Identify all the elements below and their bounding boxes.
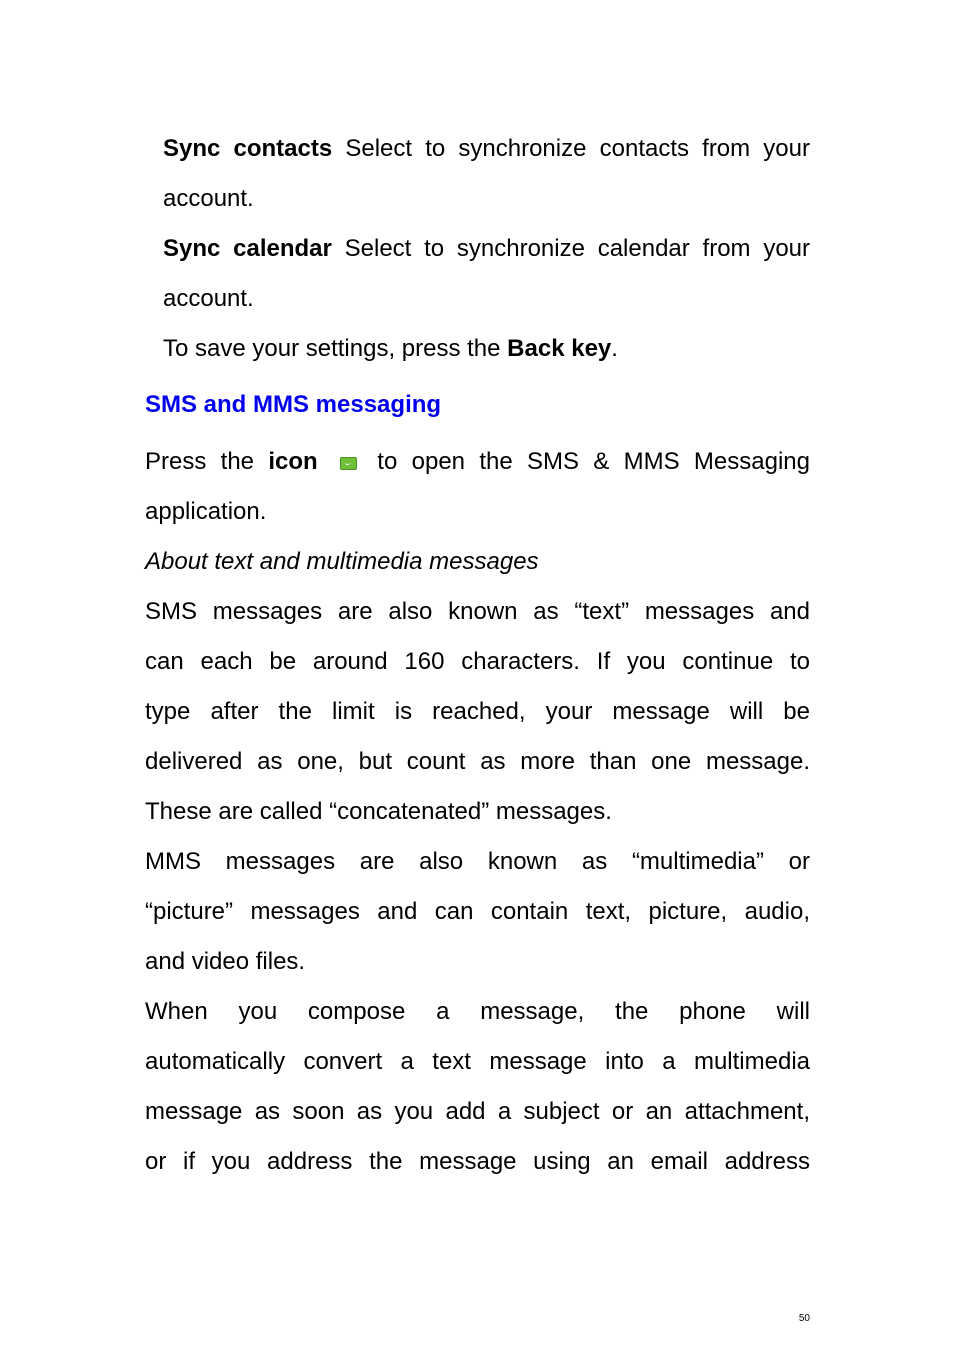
press-icon-text-after: to open the SMS & MMS Messaging [377, 448, 810, 475]
sync-contacts-text: Select to synchronize contacts from your [332, 135, 810, 162]
paragraph-line: delivered as one, but count as more than one message. [145, 748, 810, 775]
sync-calendar-text: Select to synchronize calendar from your [331, 235, 811, 262]
back-key-label: Back key [507, 335, 612, 362]
sync-contacts-line [163, 124, 810, 174]
section-heading: SMS and MMS messaging [145, 391, 442, 418]
sync-calendar-line [163, 224, 810, 274]
paragraph-line: and video files. [145, 948, 306, 975]
sync-calendar-label: Sync calendar [163, 235, 332, 262]
press-icon-cont: application. [145, 498, 267, 525]
sync-contacts-cont: account. [163, 185, 254, 212]
paragraph-line: “picture” messages and can contain text, picture, audio, [145, 898, 810, 925]
paragraph-line: type after the limit is reached, your message will be [145, 698, 810, 725]
messaging-icon [340, 457, 357, 470]
save-settings-text: To save your settings, press the [163, 335, 508, 362]
press-icon-text-before: Press the [145, 448, 269, 475]
sync-calendar-cont: account. [163, 285, 254, 312]
paragraph-line: SMS messages are also known as “text” messages and [145, 598, 810, 625]
paragraph-line: can each be around 160 characters. If you continue to [145, 648, 810, 675]
paragraph-line: These are called “concatenated” messages. [145, 798, 612, 825]
save-settings-line [163, 324, 810, 374]
sync-contacts-label: Sync contacts [163, 135, 333, 162]
press-icon-line [145, 437, 810, 487]
paragraph-line: or if you address the message using an email address [145, 1148, 810, 1175]
save-settings-period: . [611, 335, 618, 362]
subheading: About text and multimedia messages [145, 548, 539, 575]
page-number: 50 [798, 1313, 810, 1324]
paragraph-line: MMS messages are also known as “multimedia” or [145, 848, 810, 875]
paragraph-line: message as soon as you add a subject or an attachment, [145, 1098, 810, 1125]
icon-word: icon [268, 448, 318, 475]
paragraph-line: When you compose a message, the phone will [145, 998, 810, 1025]
paragraph-line: automatically convert a text message into a multimedia [145, 1048, 810, 1075]
